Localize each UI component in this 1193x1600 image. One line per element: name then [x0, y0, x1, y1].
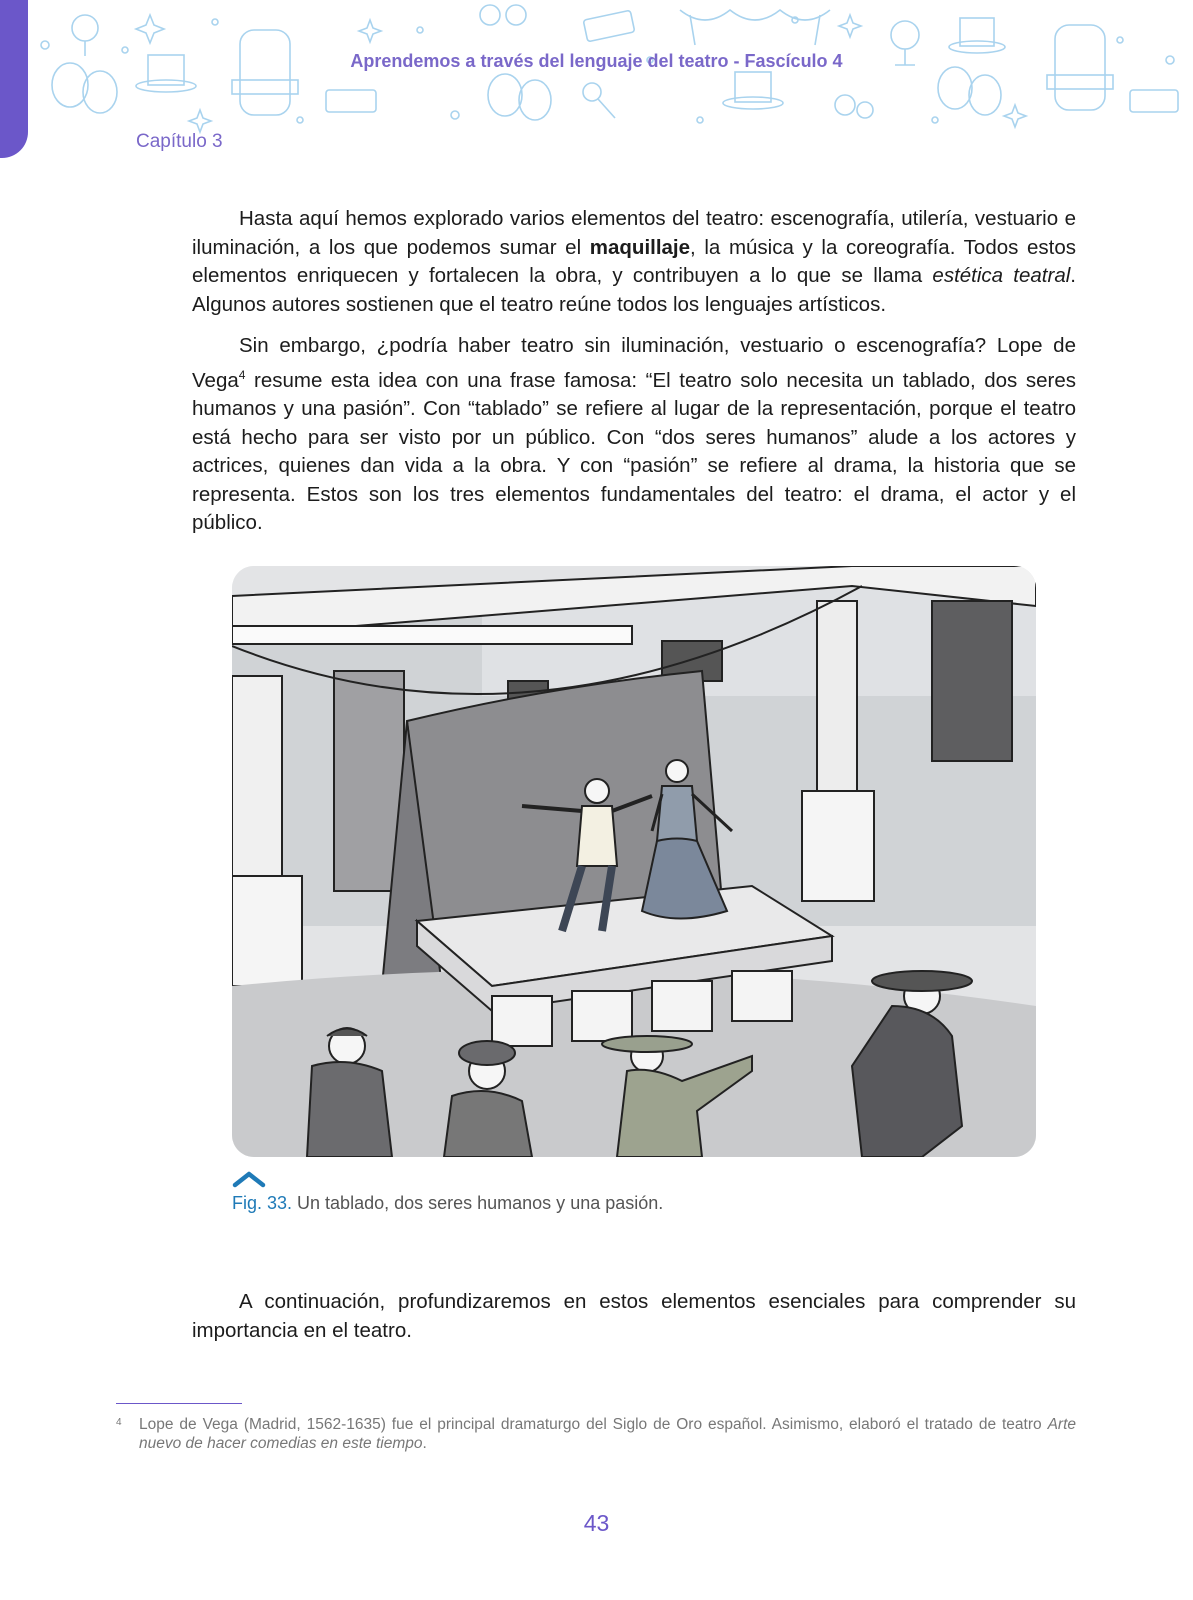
curtain-icon [680, 10, 830, 45]
bold-term: maquillaje [589, 235, 691, 259]
star-icon [136, 15, 164, 43]
ticket-icon [583, 10, 635, 41]
italic-term: estética teatral [932, 264, 1071, 288]
chevron-up-icon [232, 1170, 266, 1188]
star-icon [1004, 105, 1026, 127]
footnote-divider [116, 1403, 242, 1404]
stage-illustration [232, 566, 1036, 1157]
footnote: 4 Lope de Vega (Madrid, 1562-1635) fue el principal dramaturgo del Siglo de Oro español. Asimismo, elaboró el tratado de teatro Arte nuevo de hacer comedias en este tiempo. [116, 1415, 1076, 1453]
ticket-icon [326, 90, 376, 112]
microphone-icon [583, 83, 615, 118]
figure-label: Fig. 33. [232, 1193, 293, 1213]
spotlight-icon [72, 15, 98, 56]
page-number: 43 [583, 1510, 610, 1536]
figure-caption: Fig. 33. Un tablado, dos seres humanos y una pasión. [232, 1193, 664, 1213]
ticket-icon [1130, 90, 1178, 112]
chapter-label: Capítulo 3 [136, 131, 223, 152]
theater-masks-icon [938, 67, 1001, 115]
footnote-number: 4 [116, 1417, 122, 1428]
footnote-reference[interactable]: 4 [238, 367, 246, 382]
header-title: Aprendemos a través del lenguaje del teatro - Fascículo 4 [350, 51, 843, 71]
star-icon [359, 20, 381, 42]
paragraph-2: Sin embargo, ¿podría haber teatro sin iluminación, vestuario o escenografía? Lope de Vega$^4$ resume esta idea con una frase famosa: “El teatro solo necesita un tablado, dos seres humanos y una pasión”. Con “tablado” se refiere al lugar de la representación, porque el teatro está hecho para ser visto por un público. Con “dos seres humanos” alude a los actores y actrices, quienes dan vida a la obra. Y con “pasión” se refiere al drama, la historia que se representa. Estos son los tres elementos fundamentales del teatro: el drama, el actor y el público. [192, 334, 1076, 535]
binoculars-icon [480, 5, 526, 25]
film-reel-icon [835, 95, 873, 118]
top-hat-icon [949, 18, 1005, 53]
star-icon [189, 110, 211, 132]
star-icon [839, 15, 861, 37]
throne-icon [232, 30, 298, 115]
footnote-book-title: Arte nuevo de hacer comedias en este tiempo [139, 1416, 1076, 1452]
paragraph-1: Hasta aquí hemos explorado varios elementos del teatro: escenografía, utilería, vestuario e iluminación, a los que podemos sumar el maquillaje, la música y la coreografía. Todos estos elementos enriquecen y fortalecen la obra, y contribuyen a lo que se llama estética teatral. Algunos autores sostienen que el teatro reúne todos los lenguajes artísticos. [192, 207, 1077, 316]
paragraph-3: A continuación, profundizaremos en estos elementos esenciales para comprender su importancia en el teatro. [192, 1290, 1076, 1342]
top-hat-icon [723, 72, 783, 109]
theater-masks-icon [488, 74, 551, 120]
